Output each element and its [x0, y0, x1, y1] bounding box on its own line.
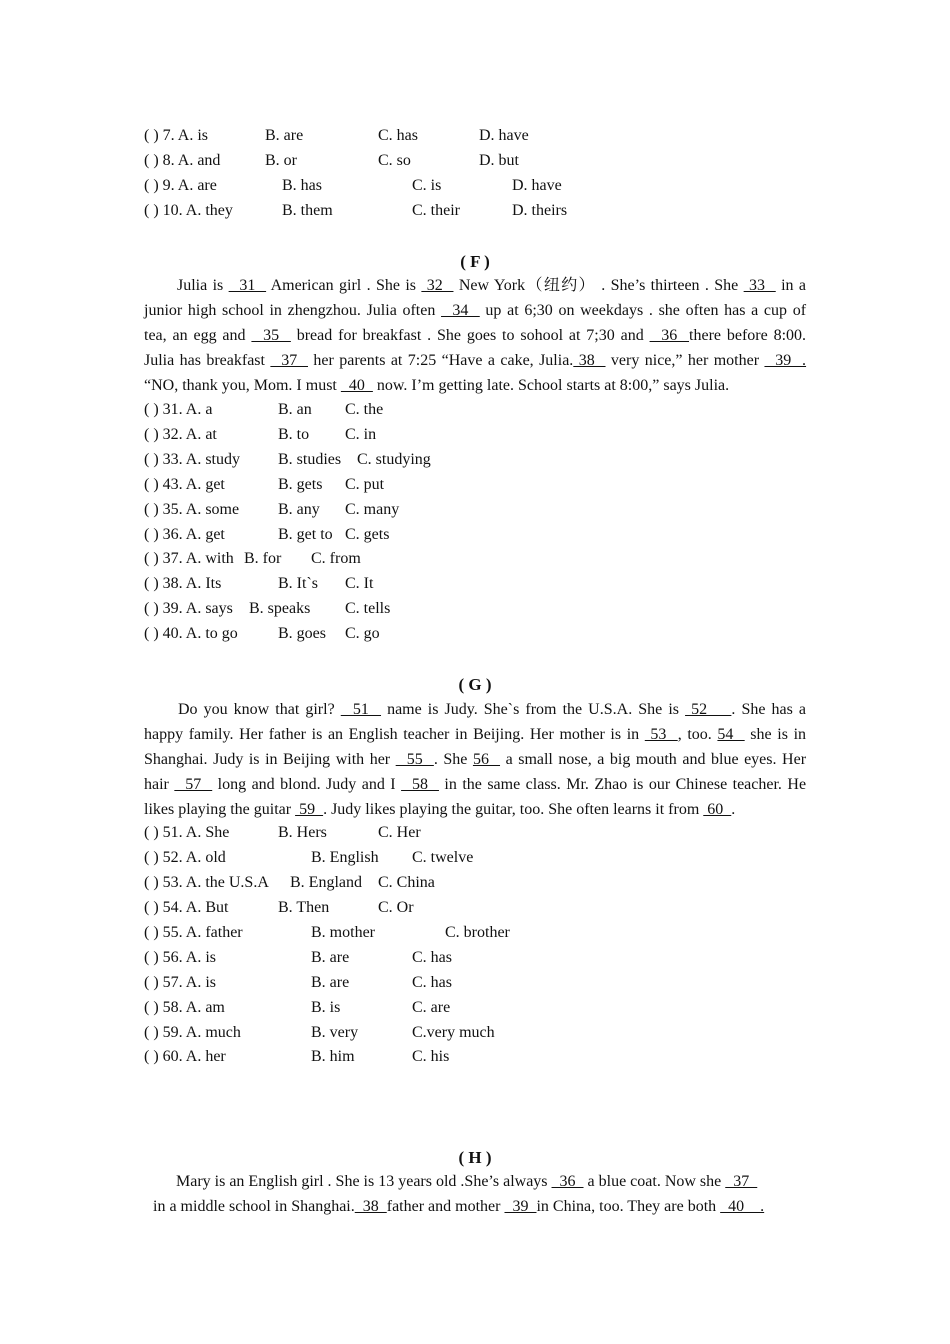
passage-text: .	[731, 801, 736, 818]
blank: 39	[504, 1198, 537, 1215]
question-option-a: ( ) 59. A. much	[144, 1024, 241, 1041]
question-option-b: B. them	[282, 202, 333, 219]
question-option-c: C. It	[345, 575, 374, 592]
passage-text: very nice,” her mother	[605, 352, 765, 369]
question-option-d: D. have	[512, 177, 562, 194]
passage-text: her parents at 7:25 “Have a cake, Julia.	[308, 352, 574, 369]
passage-text: New York（纽约） . She’s thirteen . She	[453, 277, 744, 294]
passage-text: Shanghai. Judy is in Beijing with her	[144, 751, 396, 768]
question-option-a: ( ) 31. A. a	[144, 401, 213, 418]
question-option-a: ( ) 8. A. and	[144, 152, 221, 169]
section-f-heading: ( F )	[460, 252, 490, 271]
blank: 51	[340, 701, 382, 718]
question-option-a: ( ) 38. A. Its	[144, 575, 222, 592]
blank: 38	[573, 352, 606, 369]
question-option-a: ( ) 51. A. She	[144, 824, 230, 841]
question-option-a: ( ) 40. A. to go	[144, 625, 238, 642]
blank: 40	[340, 377, 373, 394]
question-option-c: C. go	[345, 625, 380, 642]
blank: 54	[717, 726, 745, 743]
question-option-b: B. England	[290, 874, 362, 891]
question-option-a: ( ) 9. A. are	[144, 177, 217, 194]
passage-text: father and mother	[386, 1198, 505, 1215]
passage-text: in a middle school in Shanghai.	[153, 1198, 355, 1215]
passage-text: happy family. Her father is an English teacher in Beijing. Her mother is in	[144, 726, 645, 743]
question-option-c: C. has	[378, 127, 418, 144]
question-option-b: B. has	[282, 177, 322, 194]
blank: 58	[401, 776, 439, 793]
question-option-b: B. It`s	[278, 575, 318, 592]
question-option-c: C. is	[412, 177, 442, 194]
passage-line	[144, 722, 806, 747]
blank: 55	[395, 751, 434, 768]
question-option-a: ( ) 37. A. with	[144, 550, 234, 567]
blank: 40 .	[720, 1198, 765, 1215]
section-h-heading: ( H )	[458, 1148, 492, 1167]
question-option-b: B. for	[244, 550, 282, 567]
passage-text: . She	[433, 751, 473, 768]
section-h-line-1	[176, 1172, 757, 1192]
blank: 37	[725, 1173, 758, 1190]
question-option-a: ( ) 43. A. get	[144, 476, 225, 493]
question-option-c: C. are	[412, 999, 451, 1016]
question-option-c: C. gets	[345, 526, 390, 543]
question-option-a: ( ) 56. A. is	[144, 949, 216, 966]
passage-text: . She has a	[731, 701, 807, 718]
question-option-c: C. has	[412, 949, 452, 966]
question-option-c: C. from	[311, 550, 361, 567]
question-option-a: ( ) 10. A. they	[144, 202, 233, 219]
question-option-b: B. to	[278, 426, 310, 443]
passage-text: in China, too. They are both	[536, 1198, 721, 1215]
blank: 36	[649, 327, 690, 344]
question-option-c: C. twelve	[412, 849, 474, 866]
question-option-a: ( ) 32. A. at	[144, 426, 217, 443]
blank: 32	[421, 277, 454, 294]
question-option-c: C. in	[345, 426, 377, 443]
passage-text: , too.	[677, 726, 718, 743]
passage-text: “NO, thank you, Mom. I must	[144, 377, 341, 394]
question-option-b: B. are	[265, 127, 304, 144]
question-option-c: C. his	[412, 1048, 450, 1065]
passage-text: there before 8:00.	[689, 327, 807, 344]
question-option-a: ( ) 53. A. the U.S.A	[144, 874, 269, 891]
blank: 36	[551, 1173, 584, 1190]
question-option-c: C. put	[345, 476, 385, 493]
section-g-passage	[144, 697, 806, 822]
question-option-c: C. Or	[378, 899, 414, 916]
question-option-b: B. very	[311, 1024, 359, 1041]
blank: 59	[295, 801, 324, 818]
question-option-b: B. studies	[278, 451, 342, 468]
question-option-a: ( ) 60. A. her	[144, 1048, 226, 1065]
passage-text: tea, an egg and	[144, 327, 252, 344]
question-option-b: B. is	[311, 999, 341, 1016]
passage-text: in a	[775, 277, 807, 294]
passage-line	[144, 697, 806, 722]
question-option-b: B. an	[278, 401, 312, 418]
question-option-b: B. gets	[278, 476, 323, 493]
question-option-c: C. brother	[445, 924, 510, 941]
passage-text: a small nose, a big mouth and blue eyes. Her	[500, 751, 807, 768]
passage-line	[144, 772, 806, 797]
question-option-a: ( ) 57. A. is	[144, 974, 216, 991]
blank: 33	[743, 277, 776, 294]
passage-text: bread for breakfast . She goes to sohool at 7;30 and	[290, 327, 650, 344]
question-option-d: D. theirs	[512, 202, 568, 219]
passage-text: Mary is an English girl . She is 13 years old .She’s always	[176, 1173, 552, 1190]
passage-text: American girl . She is	[266, 277, 422, 294]
question-option-a: ( ) 35. A. some	[144, 501, 240, 518]
section-g-heading: ( G )	[458, 675, 492, 694]
section-h-line-2	[153, 1197, 764, 1217]
passage-text: in the same class. Mr. Zhao is our Chinese teacher. He	[438, 776, 807, 793]
question-option-b: B. Then	[278, 899, 330, 916]
blank: 56	[472, 751, 501, 768]
question-option-a: ( ) 58. A. am	[144, 999, 225, 1016]
question-option-a: ( ) 39. A. says	[144, 600, 233, 617]
question-option-b: B. any	[278, 501, 320, 518]
passage-text: . Judy likes playing the guitar, too. She often learns it from	[323, 801, 704, 818]
question-option-b: B. Hers	[278, 824, 327, 841]
passage-text: Do you know that girl?	[178, 701, 341, 718]
question-option-b: B. goes	[278, 625, 326, 642]
passage-line	[144, 797, 806, 822]
passage-text: hair	[144, 776, 175, 793]
passage-text: up at 6;30 on weekdays . she often has a cup of	[479, 302, 807, 319]
question-option-c: C. Her	[378, 824, 421, 841]
passage-text: likes playing the guitar	[144, 801, 296, 818]
question-option-b: B. English	[311, 849, 379, 866]
blank: 52	[685, 701, 732, 718]
blank: 39 .	[764, 352, 807, 369]
question-option-b: B. are	[311, 974, 350, 991]
blank: 57	[174, 776, 213, 793]
question-option-a: ( ) 36. A. get	[144, 526, 225, 543]
question-option-d: D. have	[479, 127, 529, 144]
question-option-a: ( ) 55. A. father	[144, 924, 243, 941]
question-option-b: B. are	[311, 949, 350, 966]
passage-line	[144, 323, 806, 348]
question-option-b: B. him	[311, 1048, 355, 1065]
question-option-b: B. mother	[311, 924, 375, 941]
question-option-c: C. has	[412, 974, 452, 991]
passage-text: now. I’m getting late. School starts at 8:00,” says Julia.	[372, 377, 730, 394]
blank: 31	[228, 277, 267, 294]
blank: 53	[644, 726, 678, 743]
question-option-a: ( ) 52. A. old	[144, 849, 226, 866]
passage-line	[144, 298, 806, 323]
blank: 35	[251, 327, 291, 344]
passage-line	[144, 373, 806, 398]
section-f-passage	[144, 273, 806, 398]
passage-line	[144, 273, 806, 298]
passage-line	[144, 348, 806, 373]
question-option-b: B. or	[265, 152, 297, 169]
blank: 38	[354, 1198, 387, 1215]
passage-text: Julia is	[177, 277, 229, 294]
blank: 34	[441, 302, 480, 319]
question-option-c: C. so	[378, 152, 411, 169]
passage-text: she is in	[744, 726, 807, 743]
question-option-a: ( ) 33. A. study	[144, 451, 240, 468]
question-option-c: C. tells	[345, 600, 391, 617]
passage-text: junior high school in zhengzhou. Julia often	[144, 302, 442, 319]
passage-text: long and blond. Judy and I	[212, 776, 402, 793]
question-option-a: ( ) 7. A. is	[144, 127, 208, 144]
passage-line	[144, 747, 806, 772]
blank: 60	[703, 801, 732, 818]
question-option-c: C. their	[412, 202, 460, 219]
question-option-d: D. but	[479, 152, 519, 169]
question-option-b: B. speaks	[249, 600, 311, 617]
passage-text: a blue coat. Now she	[583, 1173, 726, 1190]
question-option-c: C. China	[378, 874, 435, 891]
passage-text: name is Judy. She`s from the U.S.A. She is	[381, 701, 686, 718]
question-option-c: C. studying	[357, 451, 431, 468]
question-option-c: C.very much	[412, 1024, 495, 1041]
passage-text: Julia has breakfast	[144, 352, 271, 369]
question-option-b: B. get to	[278, 526, 333, 543]
question-option-c: C. many	[345, 501, 400, 518]
blank: 37	[270, 352, 308, 369]
question-option-a: ( ) 54. A. But	[144, 899, 229, 916]
question-option-c: C. the	[345, 401, 384, 418]
